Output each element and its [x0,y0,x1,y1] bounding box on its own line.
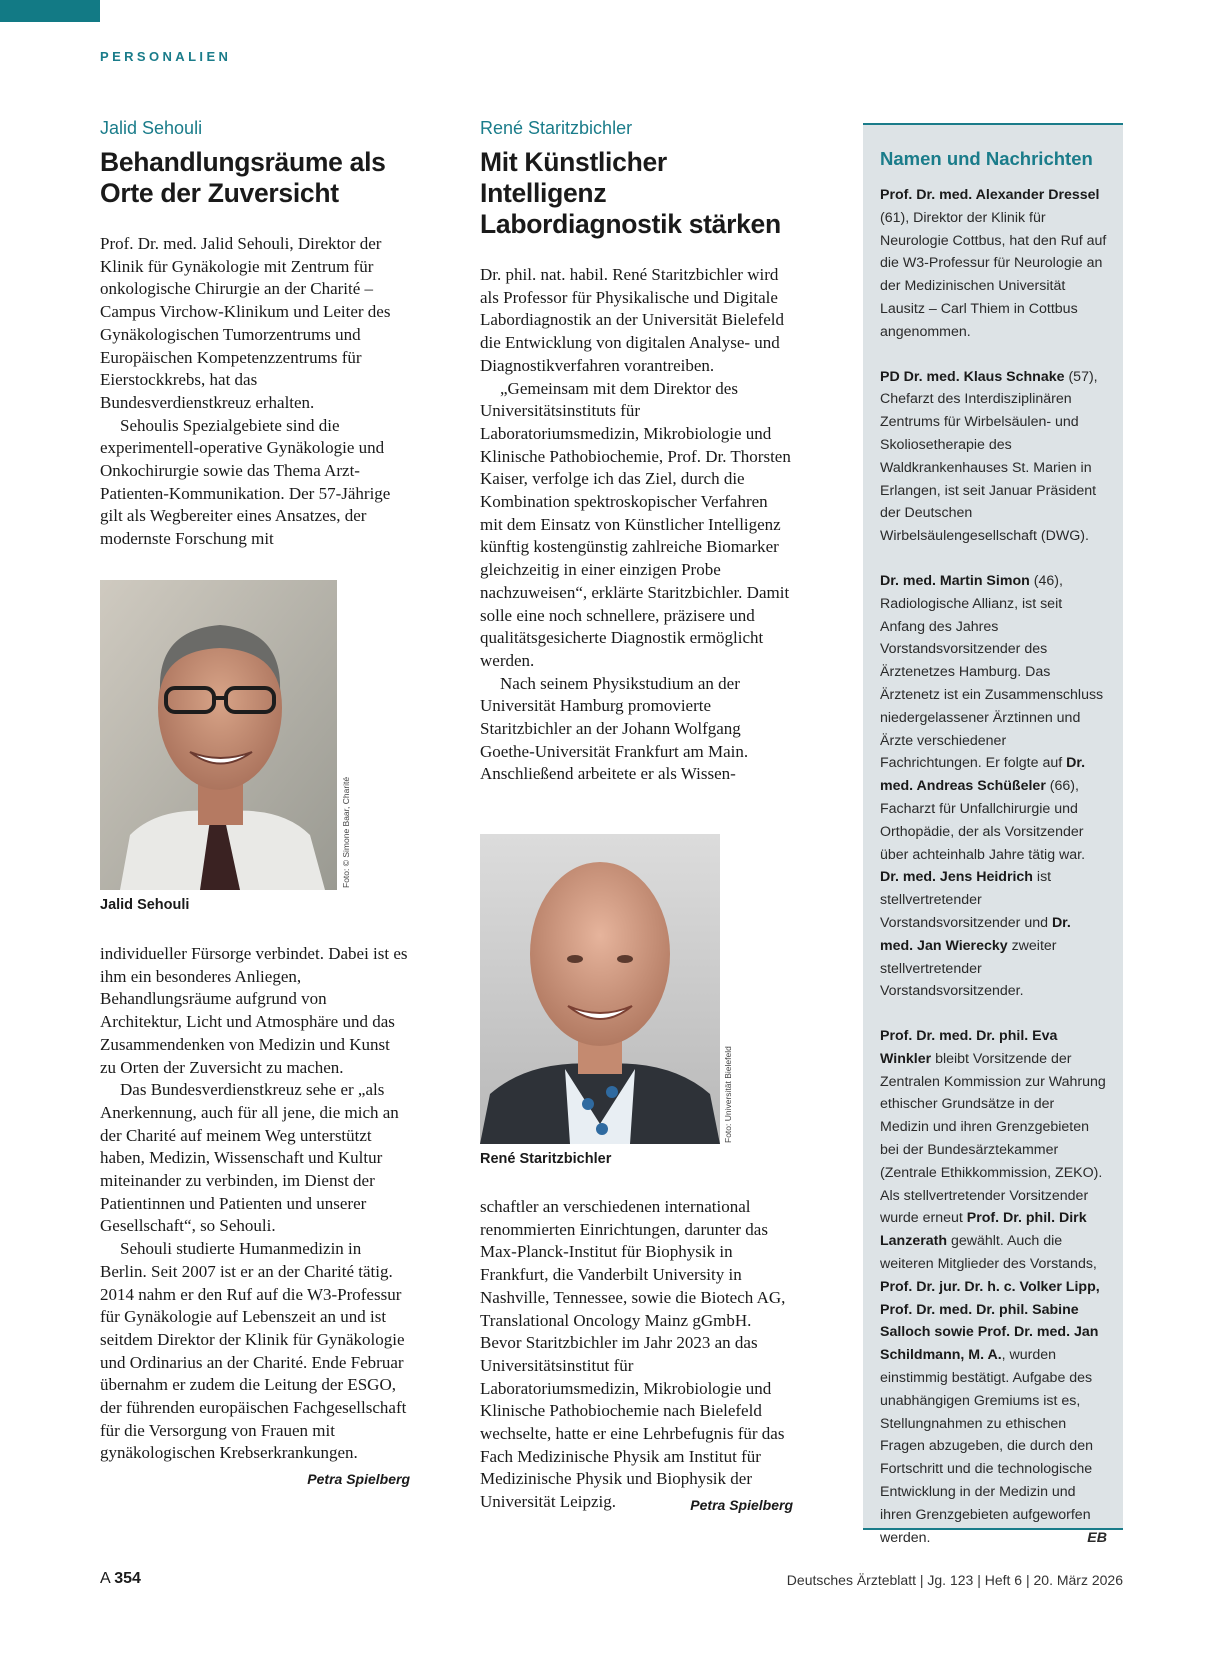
paragraph: individueller Fürsorge verbindet. Dabei ist es ihm ein besonderes Anliegen, Behandlungsräume aufgrund von Architektur, Licht und Atmosphäre und das Zusammendenken von Medizin und Kunst zu Orten der Zuversicht zu machen. [100,944,408,1077]
sidebar-item: Prof. Dr. med. Dr. phil. Eva Winkler bleibt Vorsitzende der Zentralen Kommission zur Wahrung ethischer Grundsätze in der Medizin und ihren Grenzgebieten bei der Bundesärztekammer (Zentrale Ethikkommission, ZEKO). Als stellvertretender Vorsitzender wurde erneut Prof. Dr. phil. Dirk Lanzerath gewählt. Auch die weiteren Mitglieder des Vorstands, Prof. Dr. jur. Dr. h. c. Volker Lipp, Prof. Dr. med. Dr. phil. Sabine Salloch sowie Prof. Dr. med. Jan Schildmann, M. A., wurden einstimmig bestätigt. Aufgabe des unabhängigen Gremiums ist es, Stellungnahmen zu ethischen Fragen abzugeben, die durch den Fortschritt und die technologische Entwicklung in der Medizin und ihren Grenzgebieten aufgeworfen werden. EB [880,1025,1107,1549]
article-body-top [100,233,410,551]
journal-issue-info: Deutsches Ärzteblatt | Jg. 123 | Heft 6 | 20. März 2026 [786,1572,1123,1588]
top-accent-bar [0,0,100,22]
sidebar-item: PD Dr. med. Klaus Schnake (57), Chefarzt des Interdisziplinären Zentrums für Wirbelsäulen- und Skoliosetherapie des Waldkrankenhauses St. Marien in Erlangen, ist seit Januar Präsident der Deutschen Wirbelsäulengesellschaft (DWG). [880,368,1098,545]
photo-credit: Foto: Universität Bielefeld [723,1046,733,1143]
section-label: PERSONALIEN [100,49,232,64]
sidebar-signature: EB [1087,1529,1107,1546]
article-kicker: Jalid Sehouli [100,118,203,138]
paragraph: „Gemeinsam mit dem Direktor des Universitätsinstituts für Laboratoriumsmedizin, Mikrobiologie und Klinische Pathobiochemie, Prof. Dr. Thorsten Kaiser, verfolge ich das Ziel, durch die Kombination spektroskopischer Verfahren mit dem Einsatz von Künstlicher Intelligenz künftig kostengünstig zahlreiche Biomarker gleichzeitig in einer einzigen Probe nachzuweisen“, erklärte Staritzbichler. Damit solle eine noch schnellere, präzisere und qualitätsgesicherte Diagnostik ermöglicht werden. [480,378,791,670]
photo-caption: Jalid Sehouli [100,897,190,913]
article-body-top [480,264,793,786]
photo-caption: René Staritzbichler [480,1151,612,1167]
paragraph: Nach seinem Physikstudium an der Universität Hamburg promovierte Staritzbichler an der Johann Wolfgang Goethe-Universität Frankfurt am Main. Anschließend arbeitete er als Wissen- [480,673,749,784]
article-sehouli [100,118,410,551]
article-sehouli-continued [100,943,410,1491]
sidebar-title: Namen und Nachrichten [880,148,1093,169]
paragraph: Dr. phil. nat. habil. René Staritzbichler wird als Professor für Physikalische und Digitale Labordiagnostik an der Universität Bielefeld die Entwicklung von digitalen Analyse- und Diagnostikverfahren vorantreiben. [480,265,785,375]
paragraph: schaftler an verschiedenen international renommierten Einrichtungen, darunter das Max-Planck-Institut für Biophysik in Frankfurt, die Vanderbilt University in Nashville, Tennessee, sowie die Biotech AG, Translational Oncology Mainz gGmbH. Bevor Staritzbichler im Jahr 2023 an das Universitätsinstitut für Laboratoriumsmedizin, Mikrobiologie und Klinische Pathobiochemie nach Bielefeld wechselte, hatte er eine Lehrbefugnis für das Fach Medizinische Physik am Institut für Medizinische Physik und Biophysik der Universität Leipzig. Petra Spielberg [480,1196,793,1514]
paragraph: Das Bundesverdienstkreuz sehe er „als Anerkennung, auch für all jene, die mich an der Charité auf meinem Weg unterstützt haben, Medizin, Wissenschaft und Kultur miteinander zu verbinden, im Dienst der Patientinnen und Patienten und unserer Gesellschaft“, so Sehouli. [100,1080,399,1236]
author-name: Petra Spielberg [307,1471,410,1488]
article-kicker: René Staritzbichler [480,118,633,138]
article-headline: Mit Künstlicher Intelligenz Labordiagnostik stärken [480,147,781,239]
article-headline: Behandlungsräume als Orte der Zuversicht [100,147,386,208]
sidebar-item: Dr. med. Martin Simon (46), Radiologische Allianz, ist seit Anfang des Jahres Vorstandsvorsitzender des Ärztenetzes Hamburg. Das Ärztenetz ist ein Zusammenschluss niedergelassener Ärztinnen und Ärzte verschiedener Fachrichtungen. Er folgte auf Dr. med. Andreas Schüßeler (66), Facharzt für Unfallchirurgie und Orthopädie, der als Vorsitzender über achteinhalb Jahre tätig war. Dr. med. Jens Heidrich ist stellvertretender Vorstandsvorsitzender und Dr. med. Jan Wierecky zweiter stellvertretender Vorstandsvorsitzender. [880,572,1104,1000]
article-staritzbichler-continued [480,1196,793,1517]
paragraph: Sehoulis Spezialgebiete sind die experimentell-operative Gynäkologie und Onkochirurgie sowie das Thema Arzt-Patienten-Kommunikation. Der 57-Jährige gilt als Wegbereiter eines Ansatzes, der modernste Forschung mit [100,415,391,549]
paragraph: Sehouli studierte Humanmedizin in Berlin. Seit 2007 ist er an der Charité tätig. 2014 nahm er den Ruf auf die W3-Professur für Gynäkologie auf Lebenszeit an und ist seitdem Direktor der Klinik für Gynäkologie und Ordinarius an der Charité. Ende Februar übernahm er zudem die Leitung der ESGO, der führenden europäischen Fachgesellschaft für die Versorgung von Frauen mit gynäkologischen Krebserkrankungen. Petra Spielberg [100,1238,410,1465]
sidebar-namen-und-nachrichten [863,123,1123,1546]
article-staritzbichler [480,118,793,786]
portrait-photo-staritzbichler [480,834,720,1144]
portrait-photo-sehouli [100,580,337,890]
photo-credit: Foto: © Simone Baar, Charité [341,776,351,888]
sidebar-item: Prof. Dr. med. Alexander Dressel (61), Direktor der Klinik für Neurologie Cottbus, hat den Ruf auf die W3-Professur für Neurologie an der Medizinischen Universität Lausitz – Carl Thiem in Cottbus angenommen. [880,187,1107,340]
author-name: Petra Spielberg [690,1497,793,1514]
paragraph: Prof. Dr. med. Jalid Sehouli, Direktor der Klinik für Gynäkologie mit Zentrum für onkologische Chirurgie an der Charité – Campus Virchow-Klinikum und Leiter des Gynäkologischen Tumorzentrums und Europäischen Kompetenzzentrums für Eierstockkrebs, hat das Bundesverdienstkreuz erhalten. [100,234,391,412]
page-number: A 354 [100,1570,141,1587]
